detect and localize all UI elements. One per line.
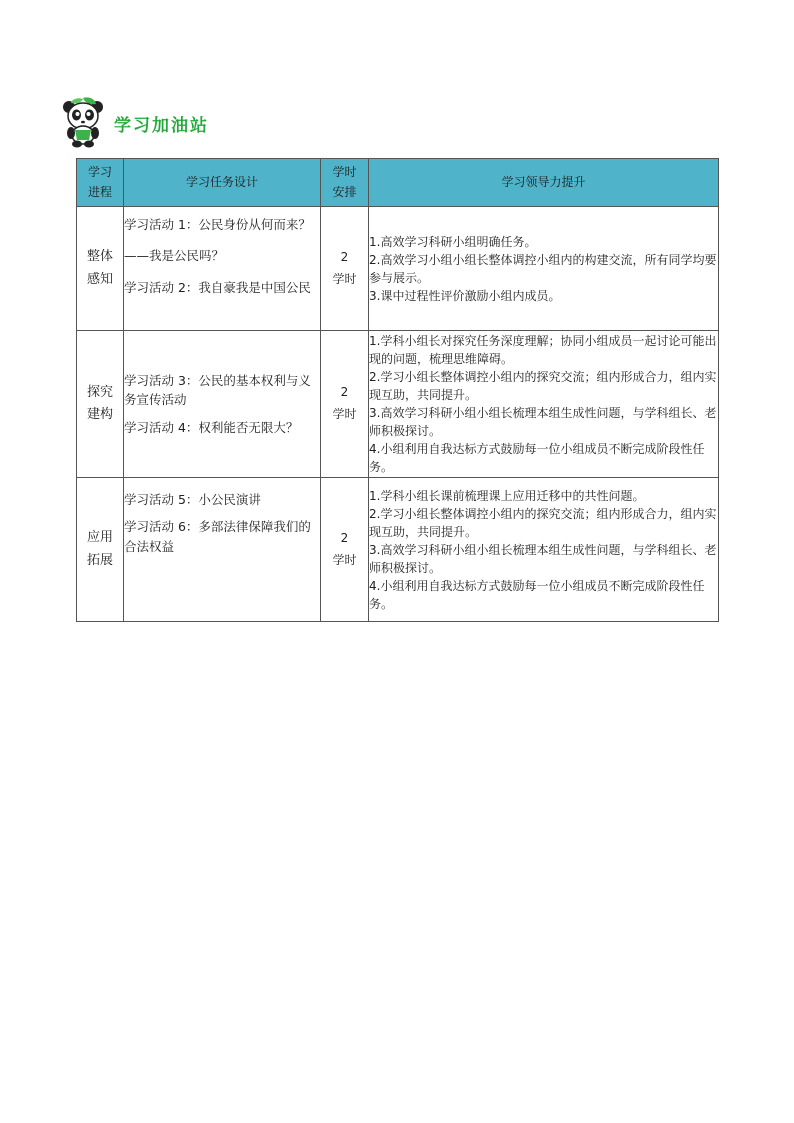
activity-item: 学习活动 5：小公民演讲 [124, 492, 261, 507]
header-leadership: 学习领导力提升 [369, 159, 719, 207]
hours-cell: 2 学时 [321, 478, 369, 622]
leadership-point: 3.高效学习科研小组小组长梳理本组生成性问题，与学科组长、老师积极探讨。 [369, 542, 717, 575]
leadership-cell [369, 207, 719, 331]
header-stage: 学习 进程 [77, 159, 124, 207]
table-row [77, 207, 719, 331]
stage-cell: 探究 建构 [77, 331, 124, 478]
activity-item: 学习活动 1：公民身份从何而来？——我是公民吗？ [124, 217, 311, 264]
leadership-point: 1.学科小组长对探究任务深度理解；协同小组成员一起讨论可能出现的问题，梳理思维障碍。 [369, 334, 717, 366]
header-hours: 学时 安排 [321, 159, 369, 207]
activity-item: 学习活动 3：公民的基本权利与义务宣传活动 [124, 372, 311, 408]
tasks-cell [124, 331, 321, 478]
hours-cell: 2 学时 [321, 331, 369, 478]
table-row [77, 331, 719, 478]
leadership-cell [369, 331, 719, 478]
stage-cell: 应用 拓展 [77, 478, 124, 622]
leadership-point: 2.学习小组长整体调控小组内的探究交流；组内形成合力，组内实现互助，共同提升。 [369, 370, 717, 402]
table-row [77, 478, 719, 622]
stage-cell: 整体 感知 [77, 207, 124, 331]
learning-plan-table [76, 158, 719, 622]
tasks-cell [124, 478, 321, 622]
panda-mascot-icon [58, 96, 108, 148]
leadership-point: 1.学科小组长课前梳理课上应用迁移中的共性问题。 [369, 488, 645, 503]
leadership-point: 2.学习小组长整体调控小组内的探究交流；组内形成合力，组内实现互助，共同提升。 [369, 506, 717, 539]
section-banner [58, 96, 209, 148]
leadership-point: 1.高效学习科研小组明确任务。 [369, 234, 537, 249]
activity-item: 学习活动 6：多部法律保障我们的合法权益 [124, 519, 311, 554]
leadership-point: 3.高效学习科研小组小组长梳理本组生成性问题，与学科组长、老师积极探讨。 [369, 406, 717, 438]
banner-title: 学习加油站 [114, 115, 209, 136]
header-tasks: 学习任务设计 [124, 159, 321, 207]
activity-item: 学习活动 2：我自豪我是中国公民 [124, 279, 311, 295]
leadership-point: 4.小组利用自我达标方式鼓励每一位小组成员不断完成阶段性任务。 [369, 442, 705, 474]
hours-cell: 2 学时 [321, 207, 369, 331]
leadership-point: 2.高效学习小组小组长整体调控小组内的构建交流，所有同学均要参与展示。 [369, 252, 717, 285]
leadership-point: 4.小组利用自我达标方式鼓励每一位小组成员不断完成阶段性任务。 [369, 578, 705, 611]
activity-item: 学习活动 4：权利能否无限大？ [124, 419, 299, 435]
leadership-point: 3.课中过程性评价激励小组内成员。 [369, 288, 561, 303]
tasks-cell [124, 207, 321, 331]
table-header-row [77, 159, 719, 207]
leadership-cell [369, 478, 719, 622]
